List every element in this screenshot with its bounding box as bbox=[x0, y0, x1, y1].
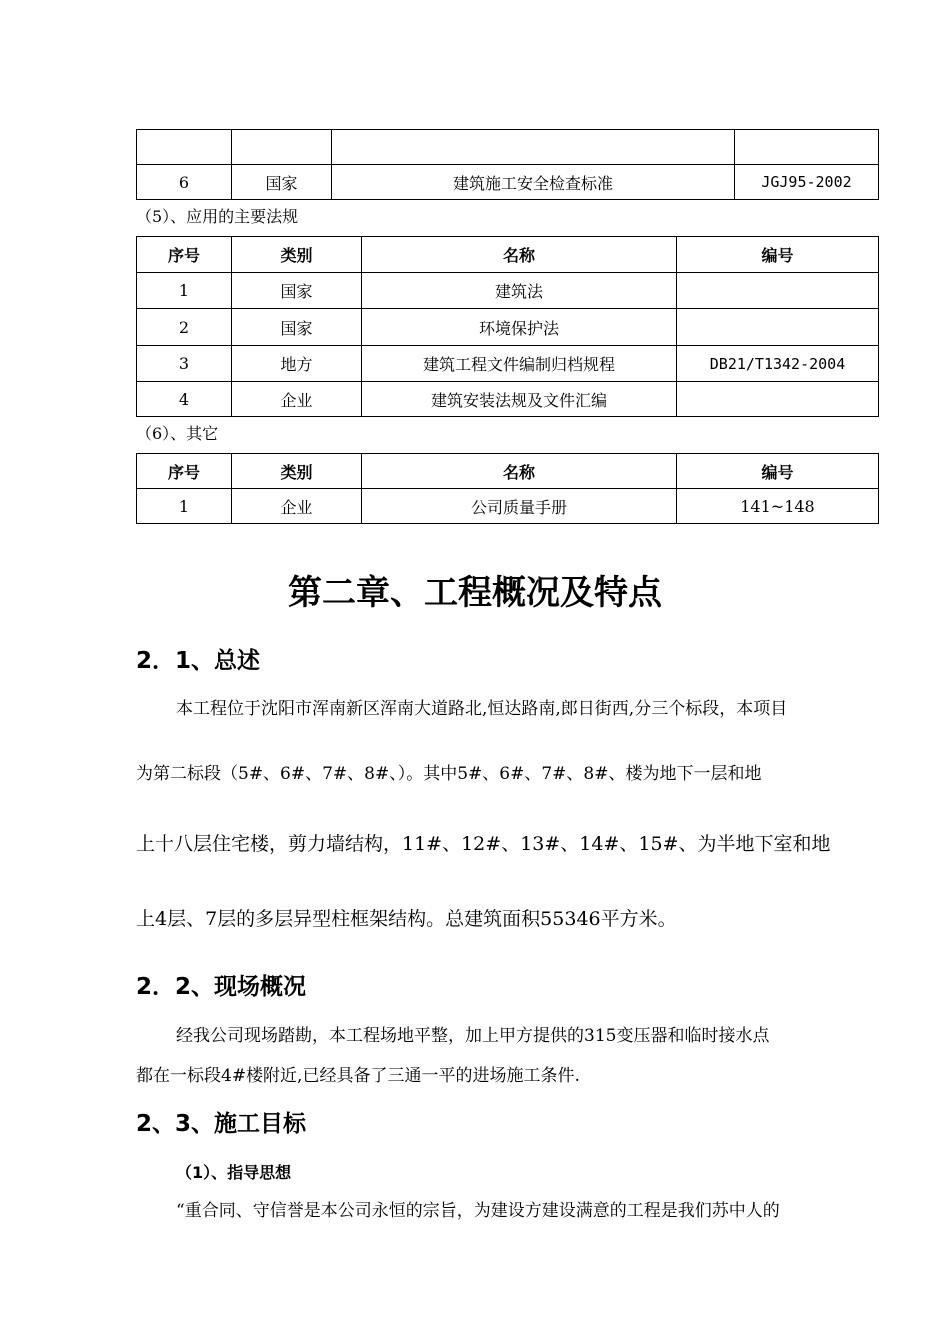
paragraph-line: 为第二标段（5#、6#、7#、8#、）。其中5#、6#、7#、8#、楼为地下一层和地 bbox=[136, 764, 762, 784]
chapter-title: 第二章、工程概况及特点 bbox=[288, 573, 662, 613]
paragraph-line: 经我公司现场踏勘，本工程场地平整，加上甲方提供的315变压器和临时接水点 bbox=[176, 1026, 770, 1046]
cell bbox=[137, 130, 232, 165]
table-top bbox=[136, 129, 879, 200]
heading-2-1: 2．1、总述 bbox=[136, 648, 261, 674]
header-cell: 类别 bbox=[232, 237, 362, 273]
cell: 企业 bbox=[232, 489, 362, 524]
cell: 6 bbox=[137, 165, 232, 200]
cell: 环境保护法 bbox=[362, 309, 677, 346]
header-cell: 类别 bbox=[232, 454, 362, 489]
cell: 141~148 bbox=[677, 489, 879, 524]
cell bbox=[677, 382, 879, 417]
cell: 国家 bbox=[232, 309, 362, 346]
cell: 2 bbox=[137, 309, 232, 346]
cell: 4 bbox=[137, 382, 232, 417]
table-row bbox=[137, 382, 879, 417]
cell: 建筑施工安全检查标准 bbox=[332, 165, 735, 200]
cell: DB21/T1342-2004 bbox=[677, 346, 879, 382]
cell: 建筑法 bbox=[362, 273, 677, 309]
cell: 建筑工程文件编制归档规程 bbox=[362, 346, 677, 382]
paragraph-line: 都在一标段4#楼附近,已经具备了三通一平的进场施工条件. bbox=[136, 1066, 580, 1086]
table-section5 bbox=[136, 236, 879, 417]
paragraph-line: 上十八层住宅楼，剪力墙结构，11#、12#、13#、14#、15#、为半地下室和地 bbox=[136, 833, 831, 855]
cell: 1 bbox=[137, 273, 232, 309]
table-header-row bbox=[137, 237, 879, 273]
cell: 国家 bbox=[232, 165, 332, 200]
table-row bbox=[137, 165, 879, 200]
table-row bbox=[137, 346, 879, 382]
cell: JGJ95-2002 bbox=[735, 165, 879, 200]
header-cell: 编号 bbox=[677, 237, 879, 273]
cell: 建筑安装法规及文件汇编 bbox=[362, 382, 677, 417]
cell: 企业 bbox=[232, 382, 362, 417]
table-section6 bbox=[136, 453, 879, 524]
cell: 1 bbox=[137, 489, 232, 524]
heading-2-3: 2、3、施工目标 bbox=[136, 1111, 307, 1137]
paragraph-line: 本工程位于沈阳市浑南新区浑南大道路北,恒达路南,郎日街西,分三个标段，本项目 bbox=[176, 699, 788, 719]
cell bbox=[332, 130, 735, 165]
section6-caption: （6）、其它 bbox=[136, 424, 219, 443]
table-row bbox=[137, 489, 879, 524]
table-row bbox=[137, 309, 879, 346]
paragraph-line: 上4层、7层的多层异型柱框架结构。总建筑面积55346平方米。 bbox=[136, 908, 677, 930]
section5-caption: （5）、应用的主要法规 bbox=[136, 207, 299, 226]
header-cell: 编号 bbox=[677, 454, 879, 489]
cell bbox=[677, 309, 879, 346]
heading-2-2: 2．2、现场概况 bbox=[136, 974, 307, 1000]
cell: 3 bbox=[137, 346, 232, 382]
header-cell: 名称 bbox=[362, 454, 677, 489]
header-cell: 序号 bbox=[137, 237, 232, 273]
cell bbox=[232, 130, 332, 165]
paragraph-line: “重合同、守信誉是本公司永恒的宗旨，为建设方建设满意的工程是我们苏中人的 bbox=[176, 1201, 780, 1221]
cell: 地方 bbox=[232, 346, 362, 382]
table-header-row bbox=[137, 454, 879, 489]
table-row bbox=[137, 130, 879, 165]
subheading-guiding-idea: （1）、指导思想 bbox=[176, 1163, 292, 1182]
header-cell: 序号 bbox=[137, 454, 232, 489]
cell bbox=[735, 130, 879, 165]
cell: 公司质量手册 bbox=[362, 489, 677, 524]
cell bbox=[677, 273, 879, 309]
header-cell: 名称 bbox=[362, 237, 677, 273]
table-row bbox=[137, 273, 879, 309]
cell: 国家 bbox=[232, 273, 362, 309]
